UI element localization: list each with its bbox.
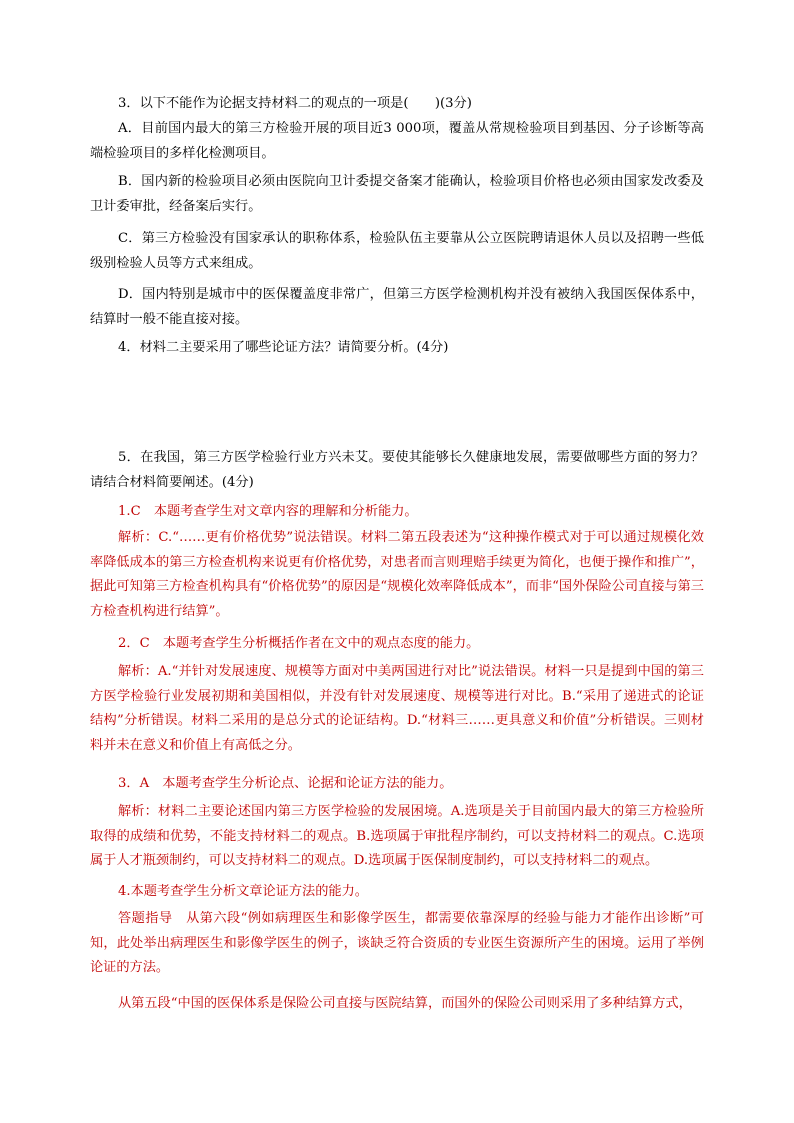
question-3-option-d: D．国内特别是城市中的医保覆盖度非常广，但第三方医学检测机构并没有被纳入我国医保体系中，结算时一般不能直接对接。 (90, 287, 704, 327)
answer-3-explanation: 解析：材料二主要论述国内第三方医学检验的发展困境。A.选项是关于目前国内最大的第三方检验所取得的成绩和优势，不能支持材料二的观点。B.选项属于审批程序制约，可以支持材料二的观点。C.选项属于人才瓶颈制约，可以支持材料二的观点。D.选项属于医保制度制约，可以支持材料二的观点。 (90, 804, 704, 868)
answer-4-heading: 4.本题考查学生分析文章论证方法的能力。 (118, 884, 368, 899)
answer-4-continuation: 从第五段“中国的医保体系是保险公司直接与医院结算，而国外的保险公司则采用了多种结算方式， (118, 996, 692, 1011)
answer-2-explanation: 解析：A.“并针对发展速度、规模等方面对中美两国进行对比”说法错误。材料一只是提到中国的第三方医学检验行业发展初期和美国相似，并没有针对发展速度、规模等进行对比。B.“采用了递进式的论证结构”分析错误。材料二采用的是总分式的论证结构。D.“材料三……更具意义和价值”分析错误。三则材料并未在意义和价值上有高低之分。 (90, 664, 704, 753)
answer-3-heading: 3．A 本题考查学生分析论点、论据和论证方法的能力。 (118, 776, 453, 791)
answer-4-guidance: 答题指导 从第六段“例如病理医生和影像学医生，都需要依靠深厚的经验与能力才能作出诊断”可知，此处举出病理医生和影像学医生的例子，谈缺乏符合资质的专业医生资源所产生的困境。运用了举例论证的方法。 (90, 911, 704, 975)
question-4-stem: 4．材料二主要采用了哪些论证方法？请简要分析。(4分) (118, 340, 449, 355)
answer-2-heading: 2．C 本题考查学生分析概括作者在文中的观点态度的能力。 (118, 636, 480, 651)
question-3-option-b: B．国内新的检验项目必须由医院向卫计委提交备案才能确认，检验项目价格也必须由国家发改委及卫计委审批，经备案后实行。 (90, 174, 704, 214)
question-3-option-c: C．第三方检验没有国家承认的职称体系，检验队伍主要靠从公立医院聘请退休人员以及招聘一些低级别检验人员等方式来组成。 (90, 231, 704, 271)
answer-1-heading: 1.C 本题考查学生对文章内容的理解和分析能力。 (118, 504, 418, 519)
question-5-stem: 5．在我国，第三方医学检验行业方兴未艾。要使其能够长久健康地发展，需要做哪些方面的努力？请结合材料简要阐述。(4分) (90, 450, 704, 490)
answer-1-explanation: 解析：C.“……更有价格优势”说法错误。材料二第五段表述为“这种操作模式对于可以通过规模化效率降低成本的第三方检查机构来说更有价格优势，对患者而言则理赔手续更为简化，也便于操作和推广”，据此可知第三方检查机构具有“价格优势”的原因是“规模化效率降低成本”，而非“国外保险公司直接与第三方检查机构进行结算”。 (90, 530, 704, 619)
question-3-stem: 3．以下不能作为论据支持材料二的观点的一项是( )(3分) (118, 96, 472, 111)
question-3-option-a: A．目前国内最大的第三方检验开展的项目近3 000项，覆盖从常规检验项目到基因、分子诊断等高端检验项目的多样化检测项目。 (90, 121, 704, 161)
